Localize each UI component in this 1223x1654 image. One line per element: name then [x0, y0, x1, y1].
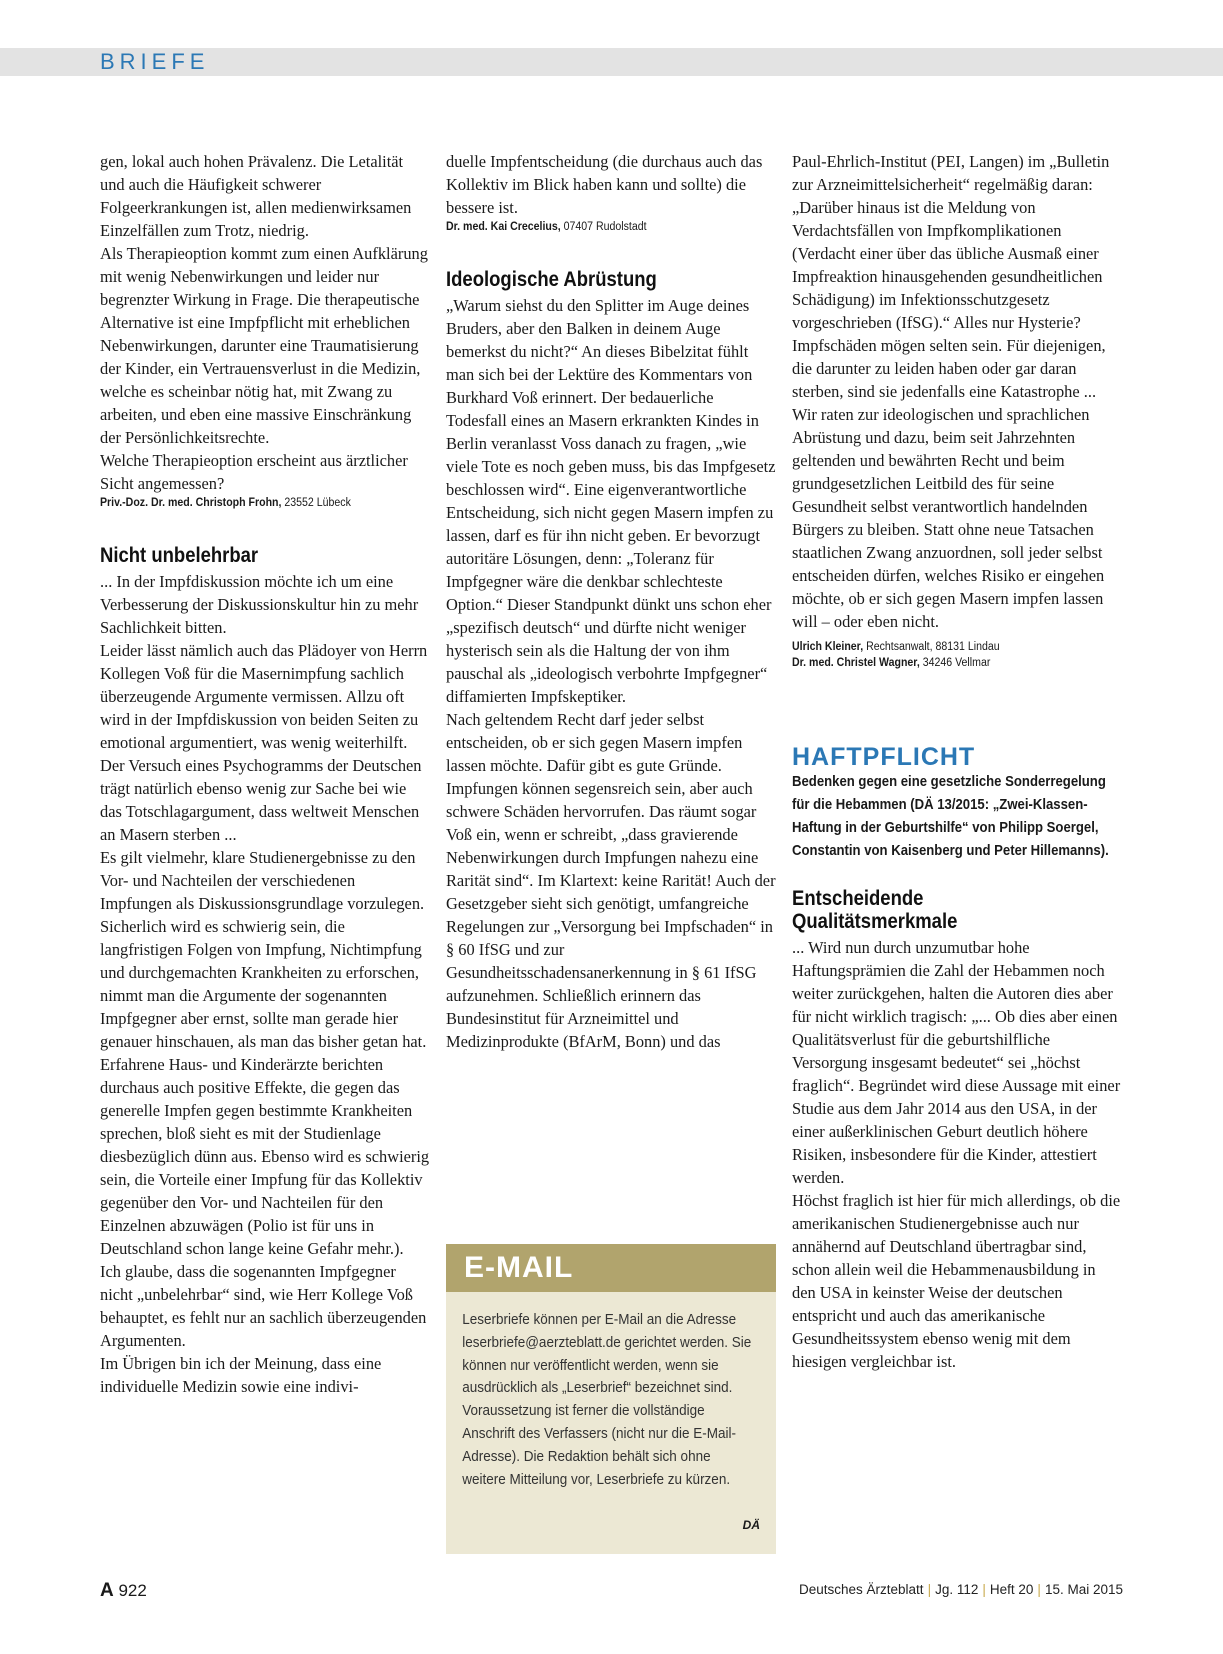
rubric-heading: HAFTPFLICHT	[792, 743, 976, 771]
journal-date: 15. Mai 2015	[1044, 1582, 1123, 1597]
paragraph: Höchst fraglich ist hier für mich allerdings, ob die amerikanischen Studienergebnisse auch nur annähernd auf Deutschland übertragbar sind, schon allein weil die Hebammenausbildung in den USA in keinster Weise der deutschen entspricht und auch das amerikanische Gesundheitssystem ebenso wenig mit dem hiesigen vergleichbar ist.	[792, 1191, 1121, 1371]
author-place: Rechtsanwalt, 88131 Lindau	[863, 641, 1000, 653]
author-place: 23552 Lübeck	[281, 497, 351, 509]
letter-heading	[792, 887, 1082, 933]
column-1	[100, 150, 430, 1398]
author-place: 07407 Rudolstadt	[560, 221, 647, 233]
letter-signature	[100, 495, 404, 511]
page-letter: A	[100, 1580, 114, 1601]
author-name: Dr. med. Kai Crecelius,	[446, 221, 561, 233]
author-name: Priv.-Doz. Dr. med. Christoph Frohn,	[100, 497, 282, 509]
paragraph: Paul-Ehrlich-Institut (PEI, Langen) im „Bulletin zur Arzneimittelsicherheit“ regelmäßig daran: „Darüber hinaus ist die Meldung von Verdachtsfällen von Impfkomplikationen (Verdacht einer über das übliche Ausmaß einer Impfreaktion hinausgehenden gesundheitlichen Schädigung) im Infektionsschutzgesetz vorgeschrieben (IfSG).“ Alles nur Hysterie? Impfschäden mögen selten sein. Für diejenigen, die darunter zu leiden haben oder gar daran sterben, sind sie jedenfalls eine Katastrophe ...	[792, 152, 1110, 401]
letter-signature	[792, 639, 1096, 655]
rubric-teaser: Bedenken gegen eine gesetzliche Sonderregelung für die Hebammen (DÄ 13/2015: „Zwei-Klassen-Haftung in der Geburtshilfe“ von Philipp Soergel, Constantin von Kaisenberg und Peter Hillemanns).	[792, 774, 1109, 859]
author-name: Ulrich Kleiner,	[792, 641, 864, 653]
paragraph: Im Übrigen bin ich der Meinung, dass eine individuelle Medizin sowie eine indivi-	[100, 1354, 382, 1396]
journal-issue: Heft 20	[989, 1582, 1034, 1597]
paragraph: Ich glaube, dass die sogenannten Impfgegner nicht „unbelehrbar“ sind, wie Herr Kollege Voß behauptet, es fehlt nur an sachlich überzeugenden Argumenten.	[100, 1262, 427, 1350]
page-number-value: 922	[118, 1581, 147, 1600]
letter-heading: Nicht unbelehrbar	[100, 544, 259, 567]
letter-heading: Ideologische Abrüstung	[446, 268, 657, 291]
letter-signature	[792, 655, 1096, 671]
email-info-box	[446, 1244, 776, 1554]
paragraph: Es gilt vielmehr, klare Studienergebnisse zu den Vor- und Nachteilen der verschiedenen Impfungen als Diskussionsgrundlage vorzulegen. Sicherlich wird es schwierig sein, die langfristigen Folgen von Impfung, Nichtimpfung und durchgemachten Krankheiten zu erforschen, nimmt man die Argumente der sogenannten Impfgegner aber ernst, sollte man gerade hier genauer hinschauen, als man das bisher getan hat. Erfahrene Haus- und Kinderärzte berichten durchaus auch positive Effekte, die gegen das generelle Impfen gegen bestimmte Krankheiten sprechen, bloß sieht es mit der Studienlage diesbezüglich dünn aus. Ebenso wird es schwierig sein, die Vorteile einer Impfung für das Kollektiv gegenüber den Vor- und Nachteilen für den Einzelnen abzuwägen (Polio ist für uns in Deutschland schon lange keine Gefahr mehr.).	[100, 848, 430, 1258]
page-number	[100, 1580, 147, 1602]
author-place: 34246 Vellmar	[919, 657, 991, 669]
journal-name: Deutsches Ärzteblatt	[799, 1582, 924, 1597]
column-3	[792, 150, 1122, 1373]
heading-line: Entscheidende	[792, 887, 924, 910]
paragraph: Nach geltendem Recht darf jeder selbst entscheiden, ob er sich gegen Masern impfen lassen möchte. Dafür gibt es gute Gründe. Impfungen können segensreich sein, aber auch schwere Schäden hervorrufen. Das räumt sogar Voß ein, wenn er schreibt, „dass gravierende Nebenwirkungen durch Impfungen nahezu eine Rarität sind“. Im Klartext: keine Rarität! Auch der Gesetzgeber sieht sich genötigt, umfangreiche Regelungen zur „Versorgung bei Impfschaden“ in § 60 IfSG und zur Gesundheitsschadensanerkennung in § 61 IfSG aufzunehmen. Schließlich erinnern das Bundesinstitut für Arzneimittel und Medizinprodukte (BfArM, Bonn) und das	[446, 710, 776, 1051]
journal-citation: Deutsches Ärzteblatt | Jg. 112 | Heft 20 | 15. Mai 2015	[799, 1582, 1123, 1597]
paragraph: Leider lässt nämlich auch das Plädoyer von Herrn Kollegen Voß für die Masernimpfung sachlich überzeugende Argumente vermissen. Allzu oft wird in der Impfdiskussion von beiden Seiten zu emotional argumentiert, was wenig weiterhilft. Der Versuch eines Psychogramms der Deutschen trägt natürlich ebenso wenig zur Sache bei wie das Totschlagargument, dass weltweit Menschen an Masern sterben ...	[100, 641, 428, 844]
letter-signature	[446, 219, 750, 235]
paragraph: Wir raten zur ideologischen und sprachlichen Abrüstung und dazu, beim seit Jahrzehnten geltenden und bewährten Recht und beim grundgesetzlichen Leitbild des für seine Gesundheit selbst verantwortlich handelnden Bürgers zu bleiben. Statt ohne neue Tatsachen staatlichen Zwang anzuordnen, soll jeder selbst entscheiden dürfen, welches Risiko er eingehen möchte, ob er sich gegen Masern impfen lassen will – oder eben nicht.	[792, 405, 1105, 631]
paragraph: ... In der Impfdiskussion möchte ich um eine Verbesserung der Diskussionskultur hin zu mehr Sachlichkeit bitten.	[100, 572, 419, 637]
journal-volume: Jg. 112	[935, 1582, 979, 1597]
section-label: BRIEFE	[100, 49, 210, 74]
paragraph: gen, lokal auch hohen Prävalenz. Die Letalität und auch die Häufigkeit schwerer Folgeerkrankungen ist, allen medienwirksamen Einzelfällen zum Trotz, niedrig.	[100, 152, 412, 240]
paragraph: ... Wird nun durch unzumutbar hohe Haftungsprämien die Zahl der Hebammen noch weiter zurückgehen, halten die Autoren dies aber für nicht wirklich tragisch: „... Ob dies aber einen Qualitätsverlust für die geburtshilfliche Versorgung insgesamt bedeutet“ sei „höchst fraglich“. Begründet wird diese Aussage mit einer Studie aus dem Jahr 2014 aus den USA, in der einer außerklinischen Geburt deutlich höhere Risiken, insbesondere für die Kinder, attestiert werden.	[792, 938, 1121, 1187]
email-box-title: E-MAIL	[446, 1244, 776, 1292]
email-box-text: Leserbriefe können per E-Mail an die Adresse leserbriefe@aerzteblatt.de gerichtet werden. Sie können nur veröffentlicht werden, wenn sie ausdrücklich als „Leserbrief“ bezeichnet sind. Voraussetzung ist ferner die vollständige Anschrift des Verfassers (nicht nur die E-Mail-Adresse). Die Redaktion behält sich ohne weitere Mitteilung vor, Leserbriefe zu kürzen.	[462, 1311, 752, 1488]
column-2	[446, 150, 776, 1053]
paragraph: Welche Therapieoption erscheint aus ärztlicher Sicht angemessen?	[100, 451, 408, 493]
author-name: Dr. med. Christel Wagner,	[792, 657, 920, 669]
paragraph: duelle Impfentscheidung (die durchaus auch das Kollektiv im Blick haben kann und sollte) die bessere ist.	[446, 152, 763, 217]
paragraph: Als Therapieoption kommt zum einen Aufklärung mit wenig Nebenwirkungen und leider nur begrenzter Wirkung in Frage. Die therapeutische Alternative ist eine Impfpflicht mit erheblichen Nebenwirkungen, darunter eine Traumatisierung der Kinder, ein Vertrauensverlust in die Medizin, welche es scheinbar nötig hat, mit Zwang zu arbeiten, und eben eine massive Einschränkung der Persönlichkeitsrechte.	[100, 244, 428, 447]
paragraph: „Warum siehst du den Splitter im Auge deines Bruders, aber den Balken in deinem Auge bemerkst du nicht?“ An dieses Bibelzitat fühlt man sich bei der Lektüre des Kommentars von Burkhard Voß erinnert. Der bedauerliche Todesfall eines an Masern erkrankten Kindes in Berlin veranlasst Voss danach zu fragen, „wie viele Tote es noch geben muss, bis das Impfgesetz beschlossen wird“. Eine eigenverantwortliche Entscheidung, sich nicht gegen Masern impfen zu lassen, darf es für ihn nicht geben. Er bevorzugt autoritäre Lösungen, denn: „Toleranz für Impfgegner wäre die denkbar schlechteste Option.“ Dieser Standpunkt dünkt uns schon eher „spezifisch deutsch“ und dürfte nicht weniger hysterisch sein als die Haltung der von ihm pauschal als „ideologisch verbohrte Impfgegner“ diffamierten Impfskeptiker.	[446, 296, 776, 706]
email-box-sign: DÄ	[742, 1518, 760, 1532]
heading-line: Qualitätsmerkmale	[792, 910, 958, 933]
